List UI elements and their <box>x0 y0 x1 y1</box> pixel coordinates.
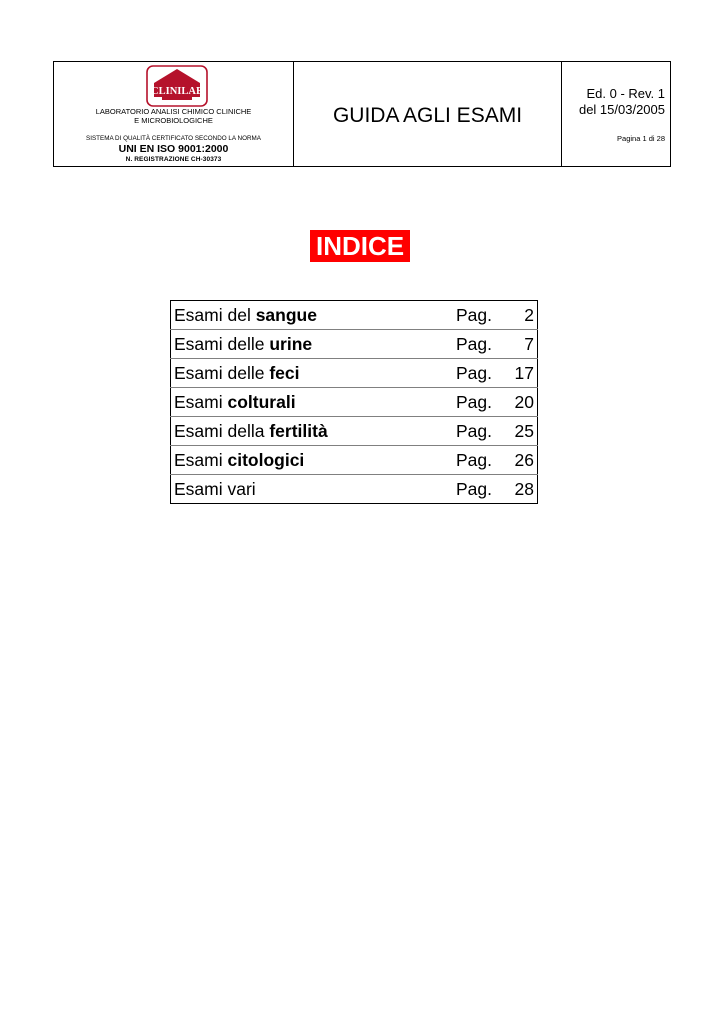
index-entry-pag-label: Pag. <box>456 330 506 359</box>
index-entry-label <box>171 475 457 504</box>
index-entry-page: 2 <box>506 301 538 330</box>
edition-line1: Ed. 0 - Rev. 1 <box>586 86 665 101</box>
index-entry-keyword: feci <box>269 363 300 383</box>
index-entry-page: 7 <box>506 330 538 359</box>
index-row <box>171 446 538 475</box>
index-entry-page: 26 <box>506 446 538 475</box>
index-entry-page: 20 <box>506 388 538 417</box>
lab-name <box>54 107 293 125</box>
index-row <box>171 417 538 446</box>
index-row <box>171 388 538 417</box>
index-entry-label <box>171 359 457 388</box>
index-row <box>171 359 538 388</box>
index-entry-keyword: urine <box>269 334 313 354</box>
index-entry-pag-label: Pag. <box>456 359 506 388</box>
index-title: INDICE <box>310 230 410 262</box>
index-entry-keyword: colturali <box>227 392 296 412</box>
lab-name-line1: LABORATORIO ANALISI CHIMICO CLINICHE <box>95 107 252 116</box>
index-entry-pag-label: Pag. <box>456 479 492 499</box>
header-title-cell <box>294 62 562 166</box>
lab-name-line2: E MICROBIOLOGICHE <box>134 116 213 125</box>
index-entry-pag-label: Pag. <box>456 417 506 446</box>
index-entry-pag-label: Pag. <box>456 446 506 475</box>
index-table <box>170 300 538 504</box>
index-entry-page: 17 <box>506 359 538 388</box>
index-entry-label <box>171 301 457 330</box>
edition-info <box>579 86 665 118</box>
index-row <box>171 330 538 359</box>
index-entry-pag-label: Pag. <box>456 301 506 330</box>
index-entry-prefix: Esami delle <box>174 334 270 354</box>
index-entry-label <box>171 446 457 475</box>
registration-number: N. REGISTRAZIONE CH-30373 <box>125 156 222 163</box>
quality-note: SISTEMA DI QUALITÀ CERTIFICATO SECONDO LA NORMA <box>86 135 261 142</box>
index-entry-prefix: Esami della <box>174 421 270 441</box>
document-title: GUIDA AGLI ESAMI <box>332 104 523 127</box>
header-lab-cell <box>54 62 294 166</box>
index-entry-pag-label: Pag. <box>456 388 506 417</box>
document-header <box>53 61 671 167</box>
index-row <box>171 475 538 504</box>
index-entry-keyword: sangue <box>255 305 317 325</box>
index-entry-label <box>171 330 457 359</box>
index-entry-prefix: Esami delle <box>174 363 270 383</box>
clinilab-logo <box>146 65 208 107</box>
header-edition-cell <box>562 62 670 166</box>
index-table-body <box>171 301 538 504</box>
index-entry-page: 25 <box>506 417 538 446</box>
index-entry-page: 28 <box>514 479 534 499</box>
clinilab-logo-icon <box>146 65 208 107</box>
iso-norm: UNI EN ISO 9001:2000 <box>118 143 229 155</box>
logo-text: CLINILAB <box>151 86 203 97</box>
index-entry-keyword: fertilità <box>269 421 328 441</box>
index-entry-prefix: Esami <box>174 450 228 470</box>
index-entry-label <box>171 417 457 446</box>
index-entry-prefix: Esami del <box>174 305 256 325</box>
index-entry-prefix: Esami vari <box>174 479 256 499</box>
index-row <box>171 301 538 330</box>
page-info: Pagina 1 di 28 <box>617 134 665 143</box>
index-entry-keyword: citologici <box>227 450 305 470</box>
index-entry-label <box>171 388 457 417</box>
edition-line2: del 15/03/2005 <box>578 102 665 117</box>
index-entry-prefix: Esami <box>174 392 228 412</box>
